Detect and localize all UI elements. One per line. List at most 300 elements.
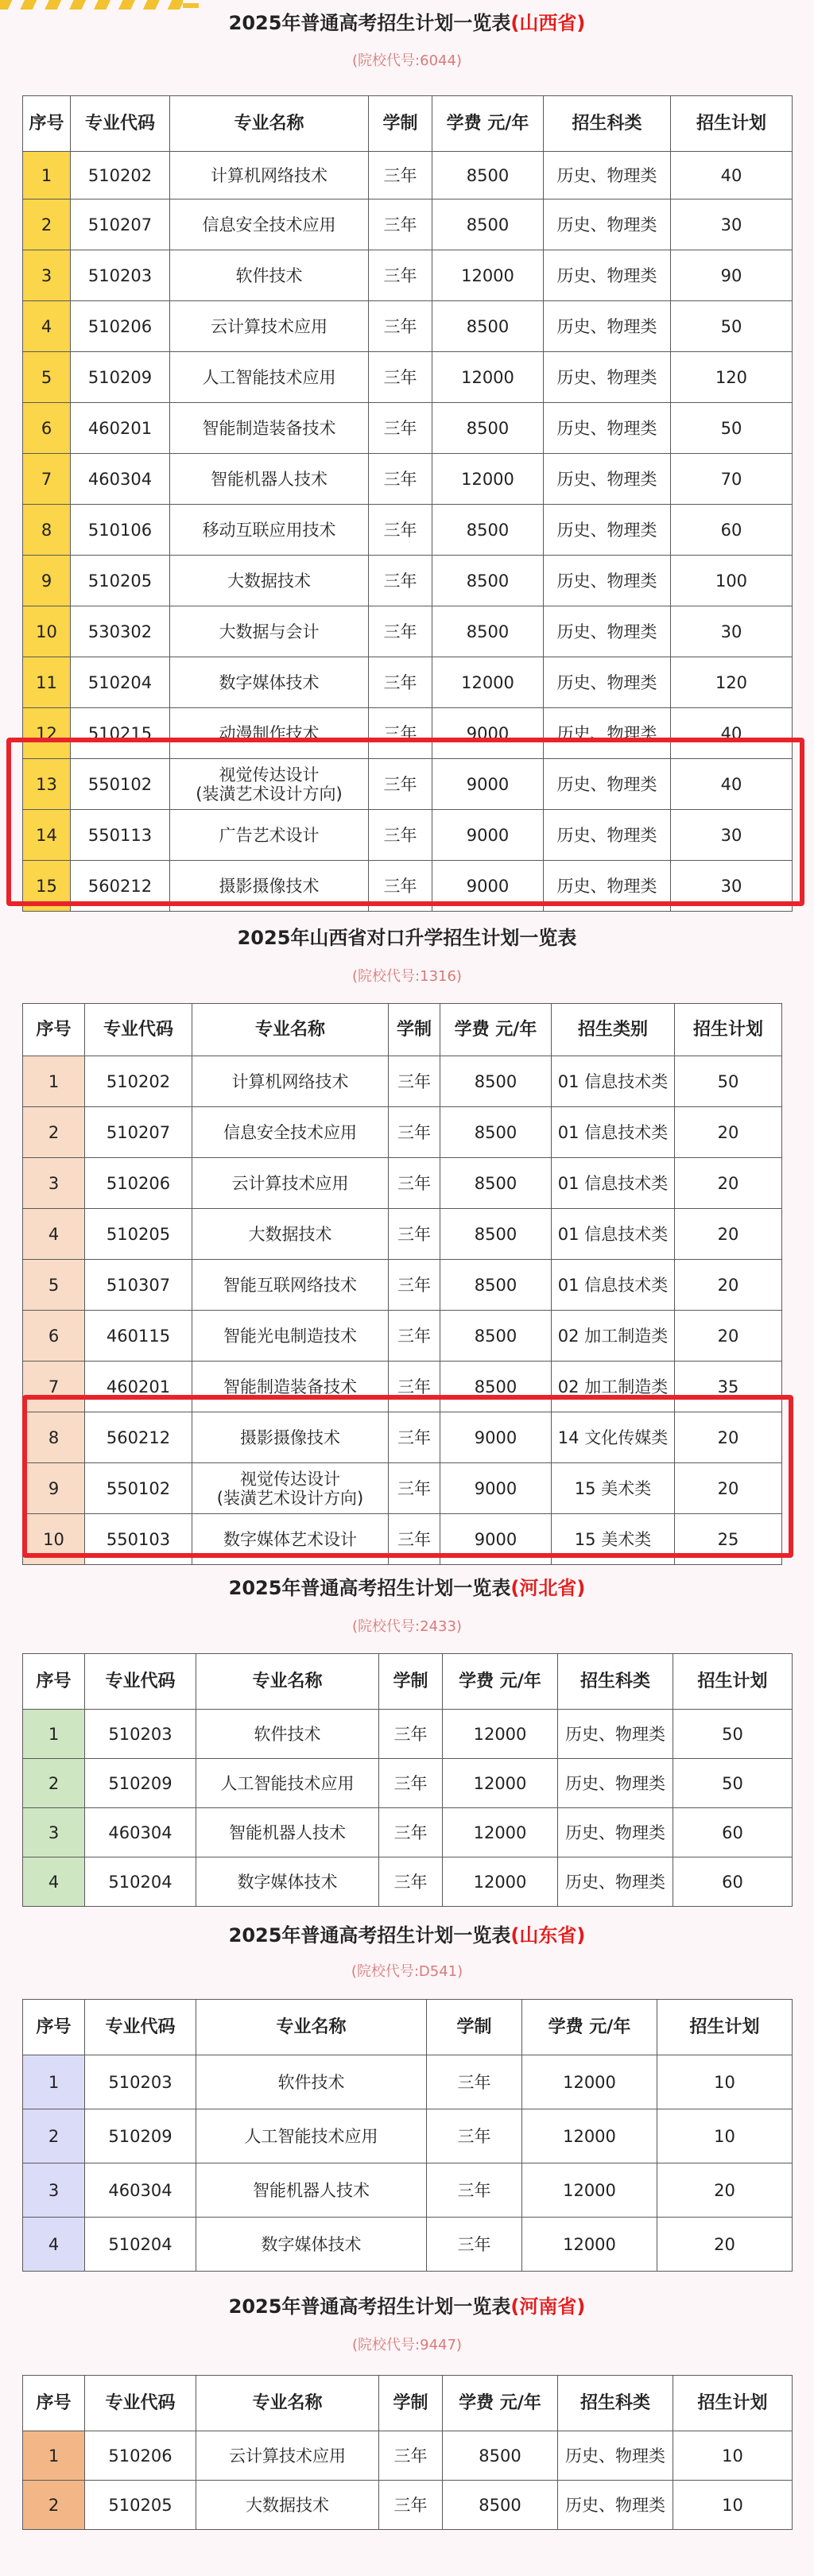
major-name	[192, 1463, 389, 1514]
admission-category: 历史、物理类	[558, 1857, 673, 1907]
enrollment-quota: 70	[671, 454, 793, 505]
tuition-fee: 12000	[432, 352, 544, 403]
tuition-fee: 9000	[440, 1514, 552, 1565]
column-header: 招生科类	[544, 96, 671, 152]
table-row	[23, 1107, 782, 1158]
column-header: 招生计划	[675, 1004, 782, 1056]
admission-category: 历史、物理类	[558, 2431, 673, 2481]
table-row	[23, 1759, 793, 1808]
row-number: 9	[23, 556, 71, 606]
column-header: 专业代码	[85, 2000, 196, 2055]
tuition-fee: 12000	[432, 454, 544, 505]
enrollment-quota: 20	[657, 2218, 793, 2272]
admission-category: 历史、物理类	[544, 152, 671, 199]
duration: 三年	[389, 1311, 440, 1362]
column-header: 招生类别	[552, 1004, 675, 1056]
major-code: 460201	[71, 403, 170, 454]
major-name-line: 信息安全技术应用	[223, 1122, 357, 1142]
duration: 三年	[369, 606, 432, 657]
enrollment-quota: 60	[673, 1808, 793, 1857]
duration: 三年	[379, 1759, 443, 1808]
duration: 三年	[389, 1107, 440, 1158]
duration: 三年	[369, 861, 432, 912]
duration: 三年	[369, 454, 432, 505]
major-name	[170, 556, 369, 606]
row-number: 14	[23, 810, 71, 861]
major-name-line: 计算机网络技术	[211, 165, 328, 185]
tuition-fee: 12000	[432, 250, 544, 301]
row-number: 11	[23, 657, 71, 708]
column-header: 专业代码	[85, 1654, 196, 1710]
duration: 三年	[379, 1857, 443, 1907]
admission-category: 15 美术类	[552, 1514, 675, 1565]
major-name	[192, 1056, 389, 1107]
major-name-line: 云计算技术应用	[231, 1173, 349, 1193]
admission-category: 历史、物理类	[544, 250, 671, 301]
tuition-fee: 8500	[440, 1260, 552, 1311]
enrollment-quota: 50	[671, 403, 793, 454]
row-number: 5	[23, 1260, 85, 1311]
table-row	[23, 759, 793, 810]
column-header: 学制	[389, 1004, 440, 1056]
admission-category: 01 信息技术类	[552, 1260, 675, 1311]
tuition-fee: 12000	[522, 2055, 657, 2109]
tuition-fee: 12000	[443, 1710, 558, 1759]
row-number: 3	[23, 250, 71, 301]
duration: 三年	[369, 250, 432, 301]
column-header: 学费 元/年	[432, 96, 544, 152]
enrollment-quota: 50	[675, 1056, 782, 1107]
major-name-line: 软件技术	[254, 1724, 321, 1744]
major-code: 510206	[71, 301, 170, 352]
enrollment-quota: 50	[673, 1759, 793, 1808]
column-header: 专业代码	[85, 1004, 192, 1056]
admission-category: 历史、物理类	[558, 2481, 673, 2530]
tuition-fee: 8500	[440, 1158, 552, 1209]
major-name	[196, 2431, 379, 2481]
column-header: 专业名称	[170, 96, 369, 152]
enrollment-quota: 40	[671, 708, 793, 759]
column-header: 学制	[379, 1654, 443, 1710]
tuition-fee: 12000	[432, 657, 544, 708]
admission-category: 历史、物理类	[558, 1759, 673, 1808]
table-row	[23, 2055, 793, 2109]
tuition-fee: 9000	[432, 759, 544, 810]
major-name	[192, 1107, 389, 1158]
duration: 三年	[427, 2055, 522, 2109]
tuition-fee: 12000	[522, 2109, 657, 2163]
major-name	[192, 1209, 389, 1260]
table-row	[23, 1412, 782, 1463]
duration: 三年	[369, 657, 432, 708]
major-code: 510202	[71, 152, 170, 199]
table-row	[23, 1260, 782, 1311]
enrollment-quota: 25	[675, 1514, 782, 1565]
major-code: 560212	[71, 861, 170, 912]
admission-category: 历史、物理类	[544, 810, 671, 861]
row-number: 5	[23, 352, 71, 403]
major-code: 510206	[85, 2431, 196, 2481]
major-code: 510209	[71, 352, 170, 403]
major-code: 460304	[85, 1808, 196, 1857]
column-header: 序号	[23, 2376, 85, 2431]
tuition-fee: 8500	[440, 1362, 552, 1412]
table-row	[23, 2109, 793, 2163]
admission-category: 历史、物理类	[544, 505, 671, 556]
row-number: 9	[23, 1463, 85, 1514]
tuition-fee: 9000	[440, 1412, 552, 1463]
enrollment-quota: 30	[671, 606, 793, 657]
major-name	[192, 1260, 389, 1311]
duration: 三年	[389, 1463, 440, 1514]
row-number: 7	[23, 454, 71, 505]
table-row	[23, 1311, 782, 1362]
admission-category: 历史、物理类	[544, 301, 671, 352]
major-name	[170, 759, 369, 810]
row-number: 2	[23, 2109, 85, 2163]
tuition-fee: 9000	[432, 810, 544, 861]
admission-category: 历史、物理类	[544, 606, 671, 657]
table-row	[23, 2431, 793, 2481]
row-number: 8	[23, 1412, 85, 1463]
major-name-line: 大数据与会计	[219, 622, 320, 641]
admission-category: 历史、物理类	[544, 556, 671, 606]
column-header: 招生计划	[673, 1654, 793, 1710]
major-name-line: 大数据技术	[246, 2495, 329, 2515]
major-name-line: 大数据技术	[227, 571, 311, 591]
major-code: 510204	[85, 2218, 196, 2272]
tuition-fee: 8500	[432, 301, 544, 352]
row-number: 2	[23, 1107, 85, 1158]
admission-category: 历史、物理类	[544, 708, 671, 759]
major-name-line: 视觉传达设计	[240, 1469, 340, 1489]
row-number: 3	[23, 1158, 85, 1209]
enrollment-quota: 10	[657, 2055, 793, 2109]
major-code: 510307	[85, 1260, 192, 1311]
major-name	[170, 250, 369, 301]
duration: 三年	[389, 1514, 440, 1565]
major-name	[196, 2481, 379, 2530]
duration: 三年	[427, 2218, 522, 2272]
table-header-row	[23, 1004, 782, 1056]
major-name	[170, 403, 369, 454]
duration: 三年	[369, 152, 432, 199]
admission-category: 历史、物理类	[558, 1808, 673, 1857]
section-title-text: 2025年普通高考招生计划一览表	[228, 1577, 511, 1599]
section-title	[0, 11, 814, 35]
tuition-fee: 8500	[440, 1209, 552, 1260]
section-title-text: 2025年普通高考招生计划一览表	[228, 12, 511, 34]
major-code: 460115	[85, 1311, 192, 1362]
column-header: 专业代码	[71, 96, 170, 152]
major-name-line: 数字媒体艺术设计	[223, 1529, 357, 1549]
major-name	[196, 2055, 427, 2109]
column-header: 专业名称	[196, 1654, 379, 1710]
tuition-fee: 12000	[522, 2218, 657, 2272]
tuition-fee: 9000	[432, 708, 544, 759]
admission-category: 历史、物理类	[558, 1710, 673, 1759]
enrollment-quota: 20	[675, 1412, 782, 1463]
admission-category: 历史、物理类	[544, 759, 671, 810]
column-header: 招生计划	[671, 96, 793, 152]
row-number: 3	[23, 1808, 85, 1857]
column-header: 招生计划	[673, 2376, 793, 2431]
column-header: 专业代码	[85, 2376, 196, 2431]
table-row	[23, 1463, 782, 1514]
major-code: 550102	[85, 1463, 192, 1514]
tuition-fee: 8500	[432, 152, 544, 199]
enrollment-quota: 20	[675, 1260, 782, 1311]
row-number: 1	[23, 2055, 85, 2109]
tuition-fee: 8500	[432, 199, 544, 250]
major-name-line: 智能光电制造技术	[223, 1326, 357, 1346]
row-number: 8	[23, 505, 71, 556]
tuition-fee: 8500	[432, 505, 544, 556]
enrollment-quota: 40	[671, 152, 793, 199]
major-name	[196, 1857, 379, 1907]
row-number: 2	[23, 2481, 85, 2530]
row-number: 4	[23, 1857, 85, 1907]
enrollment-quota: 30	[671, 861, 793, 912]
major-name	[170, 861, 369, 912]
enrollment-plan-table	[22, 1003, 782, 1565]
column-header: 序号	[23, 1004, 85, 1056]
major-name	[196, 2163, 427, 2218]
major-name	[196, 2109, 427, 2163]
table-row	[23, 1514, 782, 1565]
major-name	[170, 454, 369, 505]
major-name	[170, 657, 369, 708]
table-row	[23, 199, 793, 250]
major-code: 510205	[71, 556, 170, 606]
enrollment-plan-table	[22, 2375, 793, 2530]
table-row	[23, 606, 793, 657]
major-code: 550113	[71, 810, 170, 861]
major-name	[192, 1362, 389, 1412]
admission-category: 01 信息技术类	[552, 1158, 675, 1209]
duration: 三年	[369, 352, 432, 403]
row-number: 10	[23, 1514, 85, 1565]
tuition-fee: 12000	[522, 2163, 657, 2218]
section-title-province: (山东省)	[510, 1924, 586, 1947]
admission-category: 01 信息技术类	[552, 1107, 675, 1158]
enrollment-quota: 20	[657, 2163, 793, 2218]
duration: 三年	[389, 1260, 440, 1311]
enrollment-plan-table	[22, 1653, 793, 1907]
table-row	[23, 2218, 793, 2272]
enrollment-quota: 120	[671, 352, 793, 403]
row-number: 1	[23, 152, 71, 199]
table-row	[23, 1056, 782, 1107]
duration: 三年	[389, 1412, 440, 1463]
admission-category: 15 美术类	[552, 1463, 675, 1514]
major-name	[170, 352, 369, 403]
admission-category: 02 加工制造类	[552, 1362, 675, 1412]
duration: 三年	[389, 1056, 440, 1107]
column-header: 学制	[427, 2000, 522, 2055]
admission-category: 历史、物理类	[544, 454, 671, 505]
duration: 三年	[379, 1808, 443, 1857]
enrollment-quota: 100	[671, 556, 793, 606]
admission-category: 14 文化传媒类	[552, 1412, 675, 1463]
row-number: 13	[23, 759, 71, 810]
column-header: 学费 元/年	[443, 2376, 558, 2431]
major-code: 560212	[85, 1412, 192, 1463]
major-name-line: 智能制造装备技术	[202, 418, 336, 438]
table-row	[23, 454, 793, 505]
major-name-line: 人工智能技术应用	[244, 2126, 378, 2146]
duration: 三年	[389, 1362, 440, 1412]
enrollment-quota: 20	[675, 1311, 782, 1362]
major-name	[170, 708, 369, 759]
table-row	[23, 352, 793, 403]
enrollment-quota: 20	[675, 1209, 782, 1260]
tuition-fee: 8500	[440, 1056, 552, 1107]
enrollment-quota: 20	[675, 1463, 782, 1514]
tuition-fee: 9000	[440, 1463, 552, 1514]
major-name-line: 数字媒体技术	[261, 2234, 362, 2254]
major-name-line: 云计算技术应用	[211, 316, 328, 336]
column-header: 招生计划	[657, 2000, 793, 2055]
row-number: 2	[23, 199, 71, 250]
duration: 三年	[379, 2481, 443, 2530]
tuition-fee: 8500	[440, 1107, 552, 1158]
section-title-province: (河南省)	[510, 2295, 586, 2318]
table-row	[23, 2481, 793, 2530]
section-title-province: (山西省)	[510, 12, 586, 34]
major-code: 510206	[85, 1158, 192, 1209]
section-title-text: 2025年普通高考招生计划一览表	[228, 1924, 511, 1947]
major-code: 510203	[71, 250, 170, 301]
major-name-line: 数字媒体技术	[237, 1872, 338, 1892]
enrollment-quota: 40	[671, 759, 793, 810]
enrollment-quota: 60	[671, 505, 793, 556]
major-name	[192, 1158, 389, 1209]
school-code-label: (院校代号:6044)	[352, 52, 462, 69]
enrollment-quota: 10	[673, 2481, 793, 2530]
column-header: 学制	[379, 2376, 443, 2431]
row-number: 3	[23, 2163, 85, 2218]
section-title-text: 2025年山西省对口升学招生计划一览表	[237, 927, 577, 949]
duration: 三年	[379, 1710, 443, 1759]
duration: 三年	[369, 199, 432, 250]
enrollment-quota: 90	[671, 250, 793, 301]
row-number: 10	[23, 606, 71, 657]
major-name	[170, 152, 369, 199]
section-title	[0, 1923, 814, 1947]
major-name-line: 数字媒体技术	[219, 672, 320, 692]
major-name	[170, 301, 369, 352]
row-number: 6	[23, 403, 71, 454]
section-title-text: 2025年普通高考招生计划一览表	[228, 2295, 511, 2318]
enrollment-quota: 60	[673, 1857, 793, 1907]
duration: 三年	[369, 403, 432, 454]
tuition-fee: 8500	[443, 2431, 558, 2481]
major-code: 550102	[71, 759, 170, 810]
major-code: 510203	[85, 2055, 196, 2109]
table-header-row	[23, 2000, 793, 2055]
enrollment-quota: 50	[673, 1710, 793, 1759]
major-code: 530302	[71, 606, 170, 657]
tuition-fee: 8500	[443, 2481, 558, 2530]
table-row	[23, 861, 793, 912]
row-number: 1	[23, 1710, 85, 1759]
column-header: 专业名称	[196, 2000, 427, 2055]
duration: 三年	[369, 759, 432, 810]
duration: 三年	[369, 556, 432, 606]
major-name-line: 智能机器人技术	[229, 1823, 346, 1842]
admission-category: 历史、物理类	[544, 199, 671, 250]
major-name-line: 摄影摄像技术	[240, 1427, 340, 1447]
section-title	[0, 2295, 814, 2318]
row-number: 12	[23, 708, 71, 759]
duration: 三年	[369, 505, 432, 556]
major-code: 550103	[85, 1514, 192, 1565]
major-name	[170, 505, 369, 556]
major-name	[192, 1311, 389, 1362]
major-code: 510205	[85, 2481, 196, 2530]
table-row	[23, 1209, 782, 1260]
enrollment-quota: 50	[671, 301, 793, 352]
major-code: 510205	[85, 1209, 192, 1260]
major-name-line: 计算机网络技术	[231, 1071, 349, 1091]
row-number: 1	[23, 2431, 85, 2481]
duration: 三年	[379, 2431, 443, 2481]
stripe-accent	[183, 3, 199, 8]
major-name	[170, 810, 369, 861]
enrollment-plan-table	[22, 1999, 793, 2272]
table-row	[23, 250, 793, 301]
admission-category: 01 信息技术类	[552, 1209, 675, 1260]
row-number: 4	[23, 301, 71, 352]
tuition-fee: 8500	[432, 556, 544, 606]
column-header: 招生科类	[558, 1654, 673, 1710]
top-stripe-decoration	[0, 0, 814, 10]
table-row	[23, 708, 793, 759]
table-row	[23, 1362, 782, 1412]
major-code: 510209	[85, 1759, 196, 1808]
table-row	[23, 1158, 782, 1209]
major-name-line: 智能机器人技术	[211, 469, 328, 489]
column-header: 学费 元/年	[443, 1654, 558, 1710]
major-name	[170, 606, 369, 657]
school-code-label: (院校代号:9447)	[352, 2337, 462, 2353]
major-code: 510106	[71, 505, 170, 556]
school-code-label: (院校代号:D541)	[351, 1963, 463, 1980]
tuition-fee: 12000	[443, 1857, 558, 1907]
column-header: 专业名称	[196, 2376, 379, 2431]
stripe-pattern	[0, 0, 183, 10]
major-name	[196, 1808, 379, 1857]
table-row	[23, 1857, 793, 1907]
admission-category: 历史、物理类	[544, 352, 671, 403]
row-number: 4	[23, 2218, 85, 2272]
section-title-province: (河北省)	[510, 1577, 586, 1599]
major-name	[170, 199, 369, 250]
duration: 三年	[389, 1209, 440, 1260]
enrollment-quota: 30	[671, 199, 793, 250]
column-header: 学费 元/年	[440, 1004, 552, 1056]
major-name-line: 软件技术	[277, 2072, 345, 2092]
table-row	[23, 1710, 793, 1759]
table-header-row	[23, 1654, 793, 1710]
admission-category: 历史、物理类	[544, 657, 671, 708]
tuition-fee: 9000	[432, 861, 544, 912]
major-name	[196, 1710, 379, 1759]
major-code: 460304	[85, 2163, 196, 2218]
major-code: 510202	[85, 1056, 192, 1107]
tuition-fee: 8500	[432, 606, 544, 657]
